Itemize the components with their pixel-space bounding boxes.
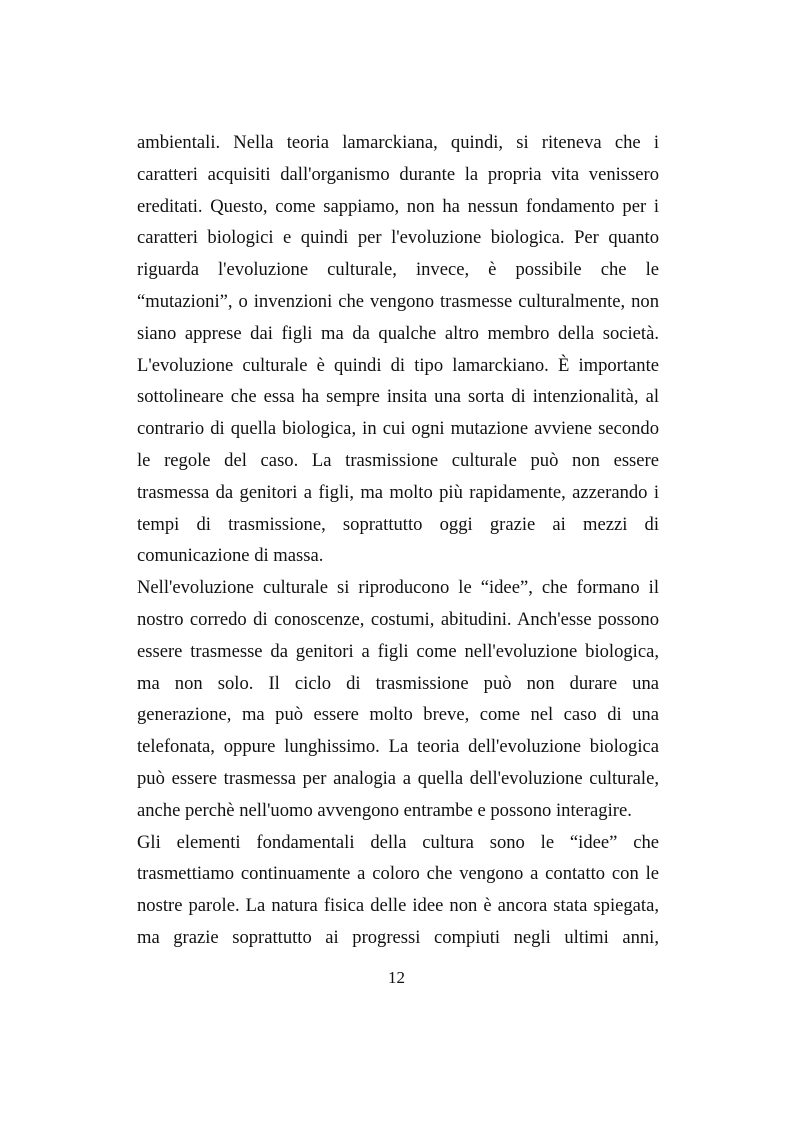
paragraph (137, 127, 659, 572)
text-line: sottolineare che essa ha sempre insita una sorta di intenzionalità, al (137, 386, 659, 408)
text-line: le regole del caso. La trasmissione culturale può non essere (137, 449, 659, 471)
paragraph (137, 572, 659, 826)
text-line: Gli elementi fondamentali della cultura sono le “idee” che (137, 831, 659, 853)
text-line: caratteri acquisiti dall'organismo durante la propria vita venissero (137, 163, 659, 185)
paragraph (137, 827, 659, 954)
text-line: può essere trasmessa per analogia a quella dell'evoluzione culturale, (137, 767, 659, 789)
text-line: ma grazie soprattutto ai progressi compiuti negli ultimi anni, (137, 926, 659, 948)
text-line: trasmessa da genitori a figli, ma molto più rapidamente, azzerando i (137, 481, 659, 503)
text-line: siano apprese dai figli ma da qualche altro membro della società. (137, 322, 659, 344)
text-line: telefonata, oppure lunghissimo. La teoria dell'evoluzione biologica (137, 736, 659, 758)
text-line: trasmettiamo continuamente a coloro che vengono a contatto con le (137, 863, 659, 885)
text-line: comunicazione di massa. (137, 545, 324, 567)
text-line: tempi di trasmissione, soprattutto oggi grazie ai mezzi di (137, 513, 659, 535)
text-line: caratteri biologici e quindi per l'evoluzione biologica. Per quanto (137, 227, 659, 249)
text-line: anche perchè nell'uomo avvengono entrambe e possono interagire. (137, 799, 632, 821)
text-line: essere trasmesse da genitori a figli come nell'evoluzione biologica, (137, 640, 659, 662)
text-line: ambientali. Nella teoria lamarckiana, quindi, si riteneva che i (137, 132, 659, 153)
text-line: contrario di quella biologica, in cui ogni mutazione avviene secondo (137, 418, 659, 440)
page-number: 12 (388, 968, 405, 987)
text-line: ereditati. Questo, come sappiamo, non ha nessun fondamento per i (137, 195, 659, 217)
text-line: L'evoluzione culturale è quindi di tipo lamarckiano. È importante (137, 354, 659, 376)
text-line: riguarda l'evoluzione culturale, invece, è possibile che le (137, 259, 659, 281)
body-text (137, 127, 659, 954)
text-line: nostre parole. La natura fisica delle idee non è ancora stata spiegata, (137, 895, 659, 917)
text-line: “mutazioni”, o invenzioni che vengono trasmesse culturalmente, non (137, 290, 659, 312)
text-line: nostro corredo di conoscenze, costumi, abitudini. Anch'esse possono (137, 608, 659, 630)
text-line: generazione, ma può essere molto breve, come nel caso di una (137, 704, 659, 726)
text-line: Nell'evoluzione culturale si riproducono le “idee”, che formano il (137, 577, 659, 599)
text-line: ma non solo. Il ciclo di trasmissione può non durare una (137, 672, 659, 694)
